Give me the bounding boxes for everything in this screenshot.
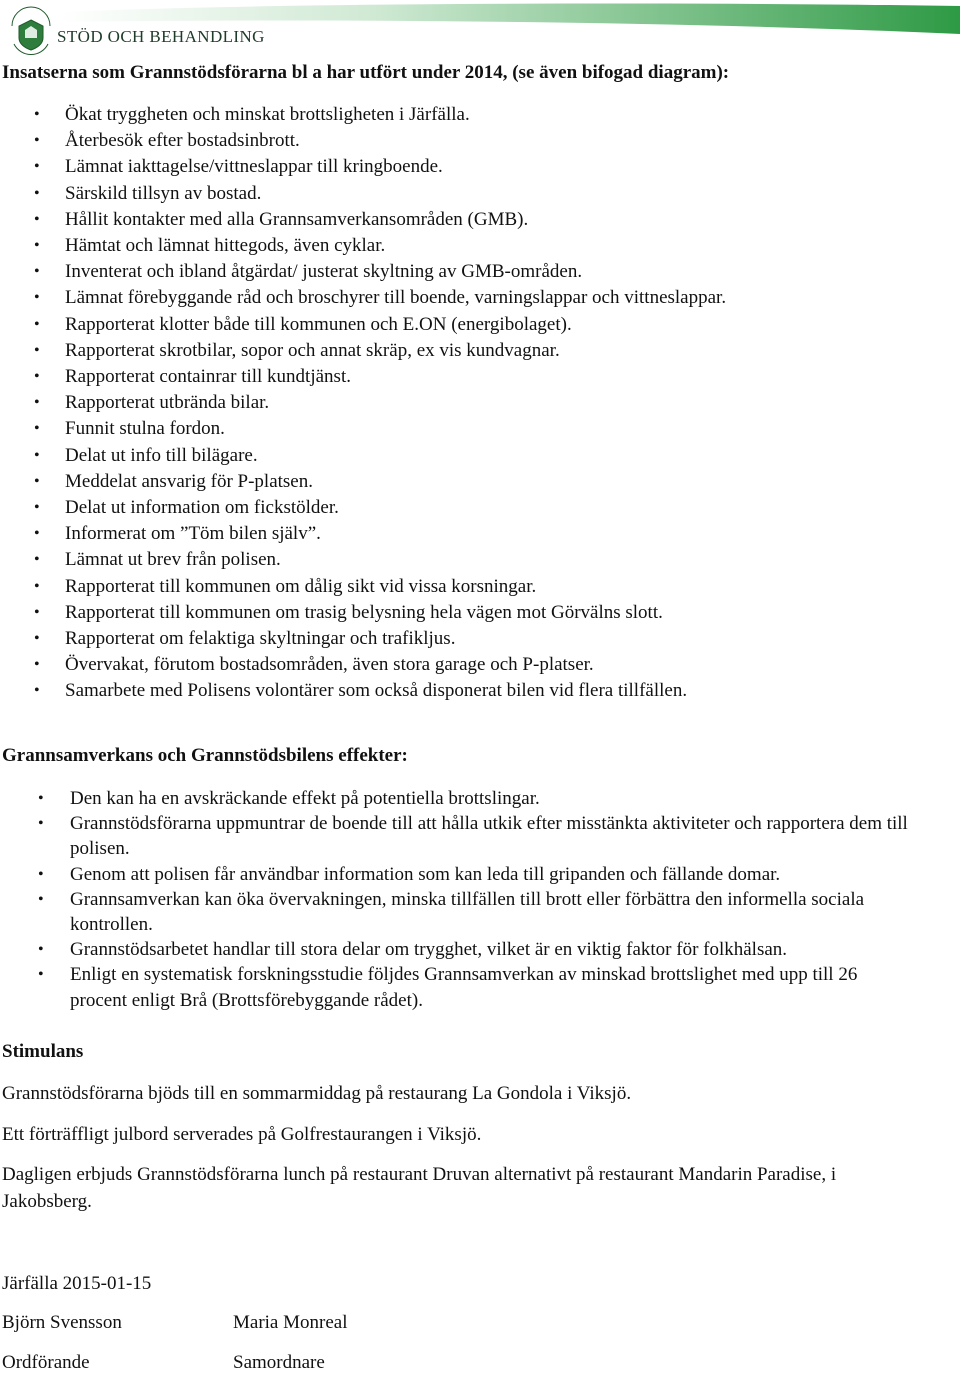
- bullet-icon: •: [38, 890, 44, 908]
- effects-heading: Grannsamverkans och Grannstödsbilens effekter:: [2, 745, 408, 766]
- list-item: • Meddelat ansvarig för P-platsen.: [0, 469, 900, 495]
- list-item: • Rapporterat klotter både till kommunen och E.ON (energibolaget).: [0, 312, 900, 338]
- bullet-icon: •: [34, 289, 40, 307]
- stimulans-paragraph: Grannstödsförarna bjöds till en sommarmiddag på restaurang La Gondola i Viksjö.: [2, 1083, 632, 1104]
- bullet-icon: •: [34, 446, 40, 464]
- list-item: • Hållit kontakter med alla Grannsamverkansområden (GMB).: [0, 207, 900, 233]
- list-item: • Rapporterat skrotbilar, sopor och annat skräp, ex vis kundvagnar.: [0, 338, 900, 364]
- list-item: • Ökat tryggheten och minskat brottsligheten i Järfälla.: [0, 102, 900, 128]
- list-item: • Lämnat ut brev från polisen.: [0, 547, 900, 573]
- list-item: • Hämtat och lämnat hittegods, även cyklar.: [0, 233, 900, 259]
- list-item: • Grannstödsförarna uppmuntrar de boende till att hålla utkik efter misstänkta aktiviteter och rapportera dem till polisen.: [38, 813, 908, 860]
- list-item: • Återbesök efter bostadsinbrott.: [0, 128, 900, 154]
- bullet-icon: •: [34, 420, 40, 438]
- list-item: • Lämnat förebyggande råd och broschyrer till boende, varningslappar och vittneslappar.: [0, 285, 900, 311]
- bullet-icon: •: [34, 394, 40, 412]
- bullet-icon: •: [34, 315, 40, 333]
- bullet-icon: •: [34, 210, 40, 228]
- bullet-icon: •: [34, 525, 40, 543]
- stimulans-paragraph: Ett förträffligt julbord serverades på Golfrestaurangen i Viksjö.: [2, 1124, 482, 1145]
- jarfalla-kommun-logo-icon: [8, 6, 54, 56]
- list-item: • Samarbete med Polisens volontärer som också disponerat bilen vid flera tillfällen.: [0, 678, 900, 704]
- list-item: • Delat ut information om fickstölder.: [0, 495, 900, 521]
- list-item: • Rapporterat till kommunen om dålig sikt vid vissa korsningar.: [0, 574, 900, 600]
- letterhead: [0, 0, 960, 60]
- stimulans-heading: Stimulans: [2, 1041, 84, 1062]
- list-item: • Rapporterat om felaktiga skyltningar och trafikljus.: [0, 626, 900, 652]
- stimulans-paragraph: Dagligen erbjuds Grannstödsförarna lunch på restaurant Druvan alternativt på restaurant Mandarin Paradise, i Jakobsberg.: [2, 1164, 837, 1212]
- list-item: • Delat ut info till bilägare.: [0, 443, 900, 469]
- bullet-icon: •: [34, 341, 40, 359]
- bullet-icon: •: [38, 865, 44, 883]
- bullet-icon: •: [34, 577, 40, 595]
- bullet-icon: •: [34, 158, 40, 176]
- list-item: • Inventerat och ibland åtgärdat/ justerat skyltning av GMB-områden.: [0, 259, 900, 285]
- actions-list: [0, 102, 900, 705]
- bullet-icon: •: [34, 237, 40, 255]
- bullet-icon: •: [34, 603, 40, 621]
- signatory-role: Ordförande: [2, 1352, 90, 1373]
- bullet-icon: •: [38, 941, 44, 959]
- list-item: • Övervakat, förutom bostadsområden, även stora garage och P-platser.: [0, 652, 900, 678]
- bullet-icon: •: [34, 132, 40, 150]
- list-item: • Enligt en systematisk forskningsstudie följdes Grannsamverkan av minskad brottslighet med upp till 26 procent enligt Brå (Brottsförebyggande rådet).: [38, 964, 858, 1011]
- list-item: • Grannstödsarbetet handlar till stora delar om trygghet, vilket är en viktig faktor för folkhälsan.: [0, 937, 910, 962]
- bullet-icon: •: [38, 966, 44, 984]
- signatory-role: Samordnare: [233, 1352, 325, 1373]
- bullet-icon: •: [34, 184, 40, 202]
- list-item: • Den kan ha en avskräckande effekt på potentiella brottslingar.: [0, 786, 910, 811]
- bullet-icon: •: [38, 790, 44, 807]
- bullet-icon: •: [34, 106, 40, 123]
- list-item: • Rapporterat till kommunen om trasig belysning hela vägen mot Görvälns slott.: [0, 600, 900, 626]
- list-item: • Grannsamverkan kan öka övervakningen, minska tillfällen till brott eller förbättra den informella sociala kontrollen.: [38, 888, 865, 936]
- list-item: • Informerat om ”Töm bilen själv”.: [0, 521, 900, 547]
- bullet-icon: •: [38, 815, 44, 833]
- department-name: STÖD OCH BEHANDLING: [57, 27, 265, 46]
- bullet-icon: •: [34, 499, 40, 517]
- place-date: Järfälla 2015-01-15: [2, 1273, 152, 1294]
- list-item: • Rapporterat containrar till kundtjänst.: [0, 364, 900, 390]
- bullet-icon: •: [34, 682, 40, 700]
- bullet-icon: •: [34, 551, 40, 569]
- bullet-icon: •: [34, 630, 40, 648]
- intro-heading: Insatserna som Grannstödsförarna bl a har utfört under 2014, (se även bifogad diagram):: [2, 62, 730, 83]
- list-item: • Genom att polisen får användbar information som kan leda till gripanden och fällande domar.: [0, 862, 910, 887]
- list-item: • Funnit stulna fordon.: [0, 416, 900, 442]
- bullet-icon: •: [34, 263, 40, 281]
- signatory-name: Maria Monreal: [233, 1312, 348, 1333]
- bullet-icon: •: [34, 656, 40, 674]
- list-item: • Särskild tillsyn av bostad.: [0, 181, 900, 207]
- list-item: • Rapporterat utbrända bilar.: [0, 390, 900, 416]
- bullet-icon: •: [34, 368, 40, 386]
- list-item: • Lämnat iakttagelse/vittneslappar till kringboende.: [0, 154, 900, 180]
- bullet-icon: •: [34, 472, 40, 490]
- signatory-name: Björn Svensson: [2, 1312, 122, 1333]
- effects-list: [0, 786, 910, 1013]
